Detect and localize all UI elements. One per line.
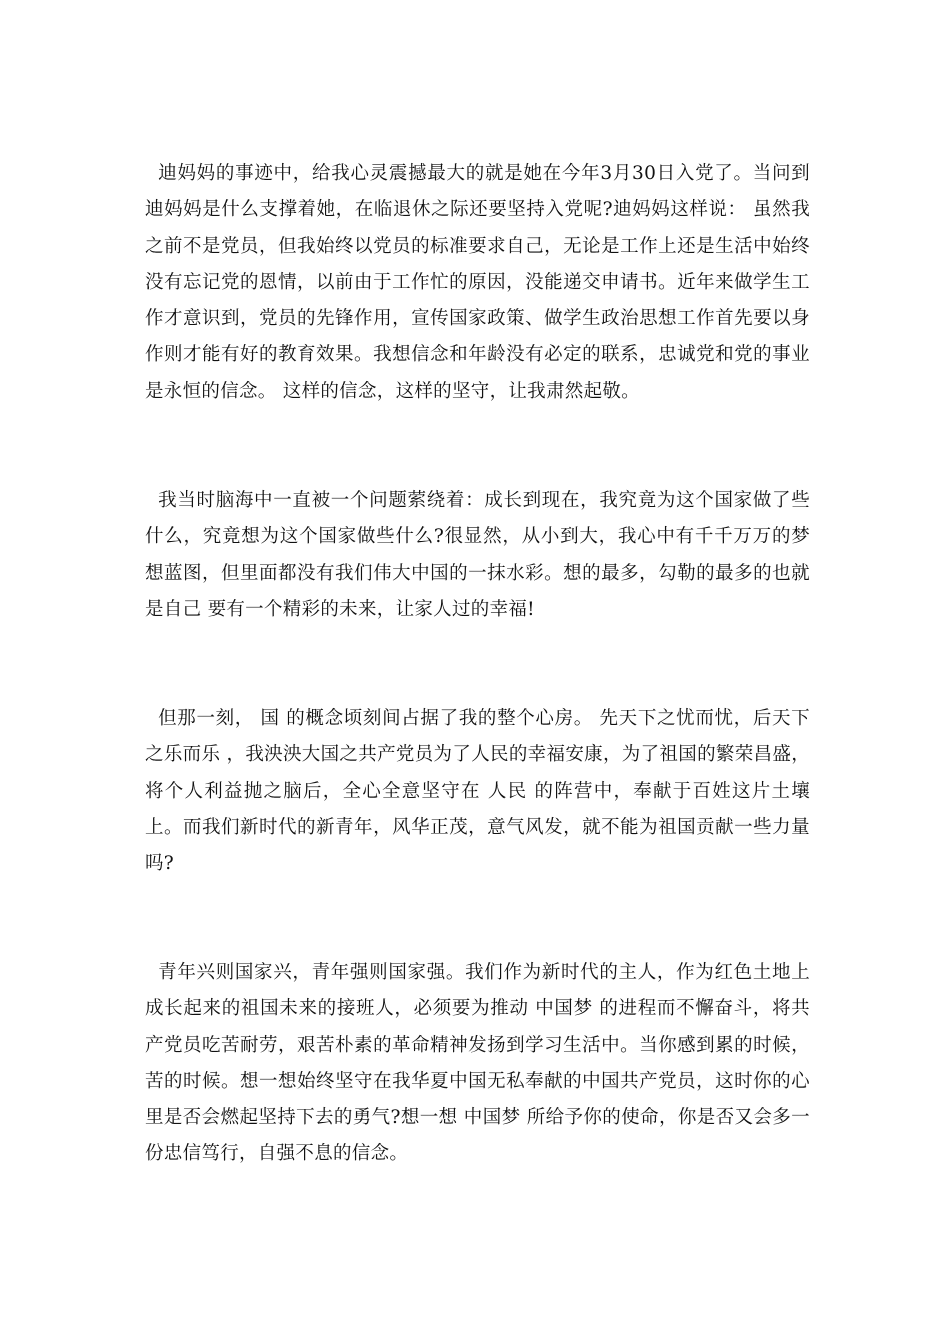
paragraph-3: 但那一刻， 国 的概念顷刻间占据了我的整个心房。 先天下之忧而忧，后天下之乐而乐 ，我泱泱大国之共产党员为了人民的幸福安康，为了祖国的繁荣昌盛，将个人利益抛之脑后，全心全意坚守在 人民 的阵营中，奉献于百姓这片土壤上。而我们新时代的新青年，风华正茂，意气风发，就不能为祖国贡献一些力量吗? — [145, 708, 810, 875]
paragraph-1: 迪妈妈的事迹中，给我心灵震撼最大的就是她在今年3月30日入党了。当问到迪妈妈是什么支撑着她，在临退休之际还要坚持入党呢?迪妈妈这样说： 虽然我之前不是党员，但我始终以党员的标准要求自己，无论是工作上还是生活中始终没有忘记党的恩情，以前由于工作忙的原因，没能递交申请书。近年来做学生工作才意识到，党员的先锋作用，宣传国家政策、做学生政治思想工作首先要以身作则才能有好的教育效果。我想信念和年龄没有必定的联系，忠诚党和党的事业是永恒的信念。 这样的信念，这样的坚守，让我肃然起敬。 — [145, 163, 810, 402]
paragraph-2: 我当时脑海中一直被一个问题萦绕着：成长到现在，我究竟为这个国家做了些什么，究竟想为这个国家做些什么?很显然，从小到大，我心中有千千万万的梦想蓝图，但里面都没有我们伟大中国的一抹水彩。想的最多，勾勒的最多的也就是自己 要有一个精彩的未来，让家人过的幸福! — [145, 490, 810, 620]
paragraph-4: 青年兴则国家兴，青年强则国家强。我们作为新时代的主人，作为红色土地上成长起来的祖国未来的接班人，必须要为推动 中国梦 的进程而不懈奋斗，将共产党员吃苦耐劳，艰苦朴素的革命精神发扬到学习生活中。当你感到累的时候，苦的时候。想一想始终坚守在我华夏中国无私奉献的中国共产党员，这时你的心里是否会燃起坚持下去的勇气?想一想 中国梦 所给予你的使命，你是否又会多一份忠信笃行，自强不息的信念。 — [145, 962, 810, 1165]
